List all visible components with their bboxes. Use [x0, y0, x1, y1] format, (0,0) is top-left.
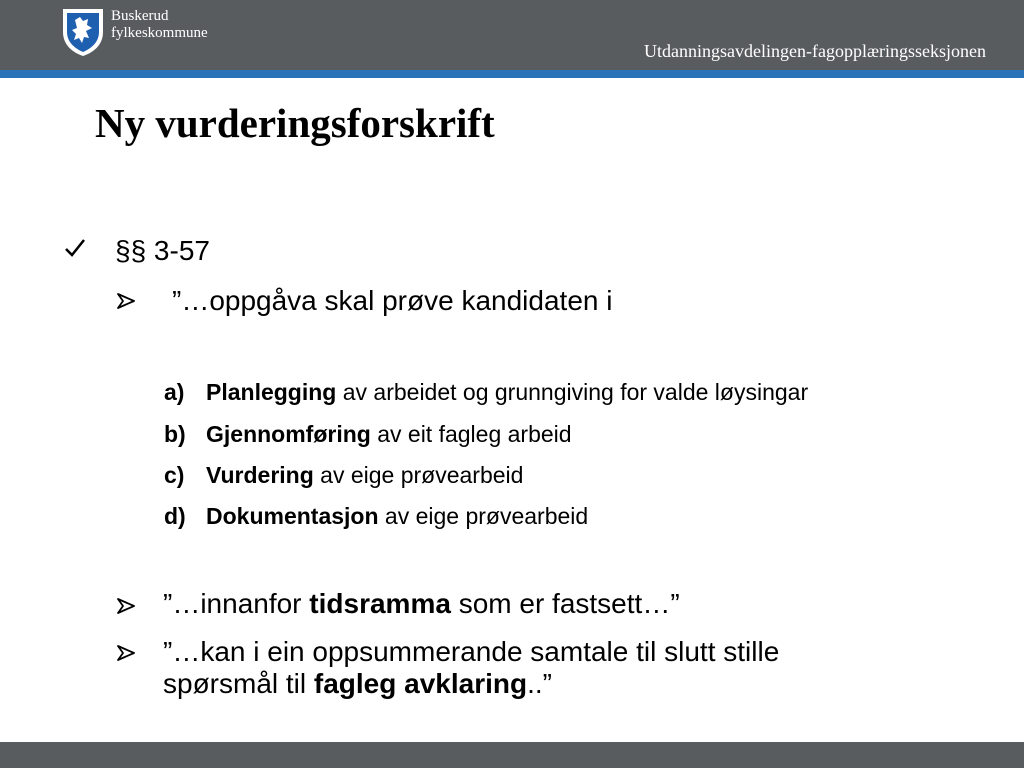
- section-reference: §§ 3-57: [115, 235, 210, 266]
- list-item: a) Planlegging av arbeidet og grunngiving for valde løysingar: [164, 379, 809, 405]
- quote-task: ”…oppgåva skal prøve kandidaten i: [172, 285, 613, 316]
- quote-conversation: ”…kan i ein oppsummerande samtale til slutt stille spørsmål til fagleg avklaring..”: [163, 636, 780, 699]
- checkmark-icon: [64, 238, 86, 258]
- header-bar: [0, 0, 1024, 70]
- quote-timeframe: ”…innanfor tidsramma som er fastsett…”: [163, 588, 680, 619]
- list-item: b) Gjennomføring av eit fagleg arbeid: [164, 421, 572, 447]
- department-name: Utdanningsavdelingen-fagopplæringsseksjonen: [644, 41, 986, 61]
- header-stripe: [0, 70, 1024, 78]
- list-item: c) Vurdering av eige prøvearbeid: [164, 462, 524, 488]
- slide-title: Ny vurderingsforskrift: [95, 100, 495, 146]
- arrow-bullet-icon: [116, 596, 136, 616]
- arrow-bullet-icon: [116, 291, 136, 311]
- list-item: d) Dokumentasjon av eige prøvearbeid: [164, 503, 589, 529]
- arrow-bullet-icon: [116, 643, 136, 663]
- coat-of-arms-icon: [60, 6, 106, 58]
- organization-name: Buskerud fylkeskommune: [111, 8, 208, 41]
- footer-bar: [0, 742, 1024, 768]
